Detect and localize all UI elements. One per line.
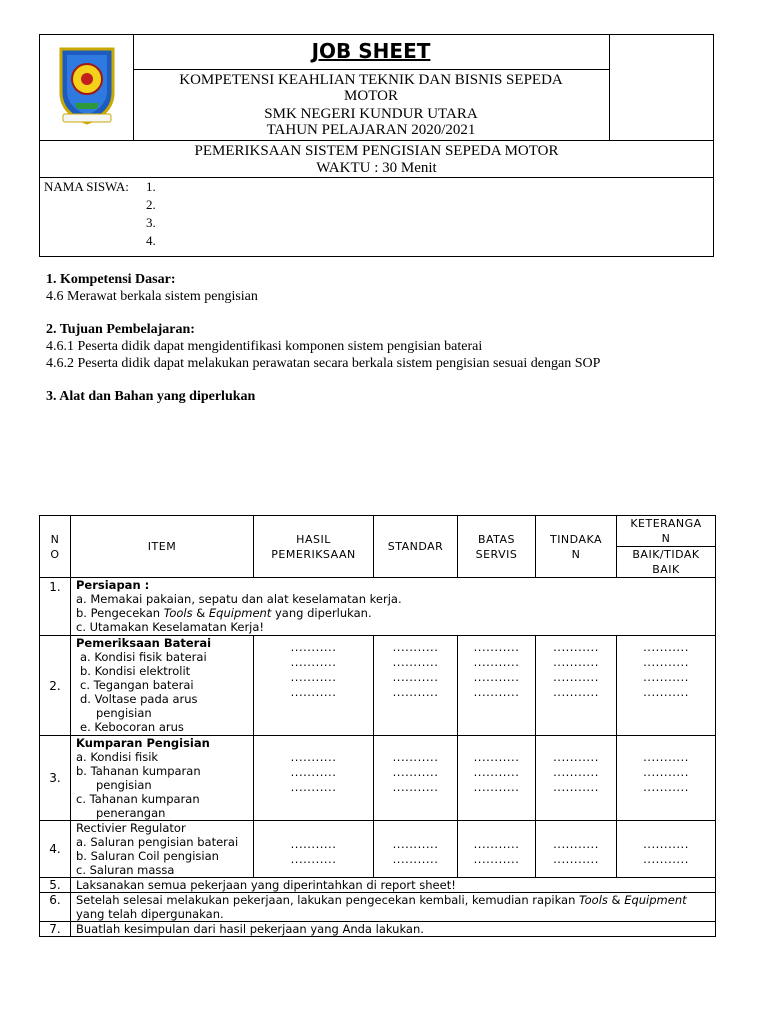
row-line: c. Tegangan baterai [80, 678, 194, 692]
section-2-heading: 2. Tujuan Pembelajaran: [46, 322, 195, 337]
row-line: a. Memakai pakaian, sepatu dan alat keselamatan kerja. [76, 592, 402, 606]
school-name: SMK NEGERI KUNDUR UTARA [264, 106, 478, 122]
row-line: c. Saluran massa [76, 863, 175, 877]
title-divider [133, 69, 609, 70]
row-line: penerangan [96, 806, 166, 820]
row-item [71, 736, 254, 821]
col-header-batas: BATAS SERVIS [458, 516, 536, 578]
row-content: Buatlah kesimpulan dari hasil pekerjaan yang Anda lakukan. [71, 922, 716, 937]
title-area [133, 35, 609, 140]
row-content [71, 578, 716, 636]
student-names [40, 178, 713, 256]
section-2-item: 4.6.1 Peserta didik dapat mengidentifikasi komponen sistem pengisian baterai [46, 339, 483, 354]
row-number: 6. [40, 893, 71, 922]
batas-cell[interactable]: ........... ........... ........... ........... [458, 636, 536, 736]
tindakan-cell[interactable]: ........... ........... ........... ........... [536, 636, 617, 736]
row-line: c. Tahanan kumparan [76, 792, 200, 806]
col-header-hasil: HASIL PEMERIKSAAN [254, 516, 374, 578]
table-row [40, 821, 716, 878]
header-box [39, 34, 714, 257]
row-line: b. Pengecekan Tools & Equipment yang diperlukan. [76, 606, 372, 620]
tindakan-cell[interactable]: ........... ........... [536, 821, 617, 878]
topic-title: PEMERIKSAAN SISTEM PENGISIAN SEPEDA MOTOR [194, 143, 559, 159]
logo-cell [40, 35, 134, 140]
table-row [40, 636, 716, 736]
school-logo-icon [57, 43, 117, 127]
hasil-cell[interactable]: ........... ........... ........... [254, 736, 374, 821]
name-slot[interactable]: 4. [146, 233, 156, 248]
row-number: 4. [40, 821, 71, 878]
row-number: 1. [40, 578, 71, 636]
standar-cell[interactable]: ........... ........... [374, 821, 458, 878]
standar-cell[interactable]: ........... ........... ........... ........... [374, 636, 458, 736]
row-line: b. Tahanan kumparan [76, 764, 201, 778]
tindakan-cell[interactable]: ........... ........... ........... [536, 736, 617, 821]
row-line: b. Saluran Coil pengisian [76, 849, 219, 863]
blank-cell [609, 35, 714, 140]
row-content: Laksanakan semua pekerjaan yang diperintahkan di report sheet! [71, 878, 716, 893]
keterangan-cell[interactable]: ........... ........... [617, 821, 716, 878]
hasil-cell[interactable]: ........... ........... [254, 821, 374, 878]
col-header-no: N O [40, 516, 71, 578]
competency-line: KOMPETENSI KEAHLIAN TEKNIK DAN BISNIS SEPEDA [179, 72, 563, 88]
row-content: Setelah selesai melakukan pekerjaan, lakukan pengecekan kembali, kemudian rapikan Tools & Equipment yang telah dipergunakan. [71, 893, 716, 922]
section-1-item: 4.6 Merawat berkala sistem pengisian [46, 289, 258, 304]
checklist-table [39, 515, 716, 937]
row-title: Kumparan Pengisian [76, 736, 210, 750]
table-row [40, 578, 716, 636]
col-header-keterangan: KETERANGA N [617, 516, 716, 547]
keterangan-cell[interactable]: ........... ........... ........... ........... [617, 636, 716, 736]
standar-cell[interactable]: ........... ........... ........... [374, 736, 458, 821]
topic-row [40, 140, 713, 178]
table-row [40, 878, 716, 893]
table-row [40, 893, 716, 922]
name-slot[interactable]: 2. [146, 197, 156, 212]
row-line: pengisian [96, 778, 152, 792]
col-header-item: ITEM [71, 516, 254, 578]
row-line: e. Kebocoran arus [80, 720, 184, 734]
row-number: 5. [40, 878, 71, 893]
student-name-label: NAMA SISWA: [44, 179, 129, 194]
hasil-cell[interactable]: ........... ........... ........... ........... [254, 636, 374, 736]
col-header-standar: STANDAR [374, 516, 458, 578]
row-item [71, 821, 254, 878]
section-3-heading: 3. Alat dan Bahan yang diperlukan [46, 389, 256, 404]
section-2-item: 4.6.2 Peserta didik dapat melakukan perawatan secara berkala sistem pengisian sesuai dengan SOP [46, 356, 601, 371]
competency-line-2: MOTOR [344, 88, 398, 104]
name-slot[interactable]: 1. [146, 179, 156, 194]
section-1-heading: 1. Kompetensi Dasar: [46, 272, 176, 287]
row-line: b. Kondisi elektrolit [80, 664, 191, 678]
academic-year: TAHUN PELAJARAN 2020/2021 [266, 122, 476, 138]
row-number: 3. [40, 736, 71, 821]
batas-cell[interactable]: ........... ........... ........... [458, 736, 536, 821]
row-number: 2. [40, 636, 71, 736]
row-line: a. Saluran pengisian baterai [76, 835, 239, 849]
job-sheet-title: JOB SHEET [311, 39, 431, 63]
keterangan-cell[interactable]: ........... ........... ........... [617, 736, 716, 821]
col-header-tindakan: TINDAKA N [536, 516, 617, 578]
row-line: c. Utamakan Keselamatan Kerja! [76, 620, 265, 634]
row-title: Persiapan : [76, 578, 150, 592]
col-subheader-baik: BAIK/TIDAK BAIK [617, 547, 716, 578]
row-number: 7. [40, 922, 71, 937]
time-allotment: WAKTU : 30 Menit [316, 160, 437, 176]
table-row [40, 736, 716, 821]
name-slot[interactable]: 3. [146, 215, 156, 230]
row-title: Pemeriksaan Baterai [76, 636, 212, 650]
row-line: a. Kondisi fisik baterai [80, 650, 207, 664]
row-title: Rectivier Regulator [76, 821, 186, 835]
row-line: a. Kondisi fisik [76, 750, 159, 764]
row-item [71, 636, 254, 736]
batas-cell[interactable]: ........... ........... [458, 821, 536, 878]
row-line: pengisian [96, 706, 152, 720]
row-line: d. Voltase pada arus [80, 692, 198, 706]
table-row [40, 922, 716, 937]
